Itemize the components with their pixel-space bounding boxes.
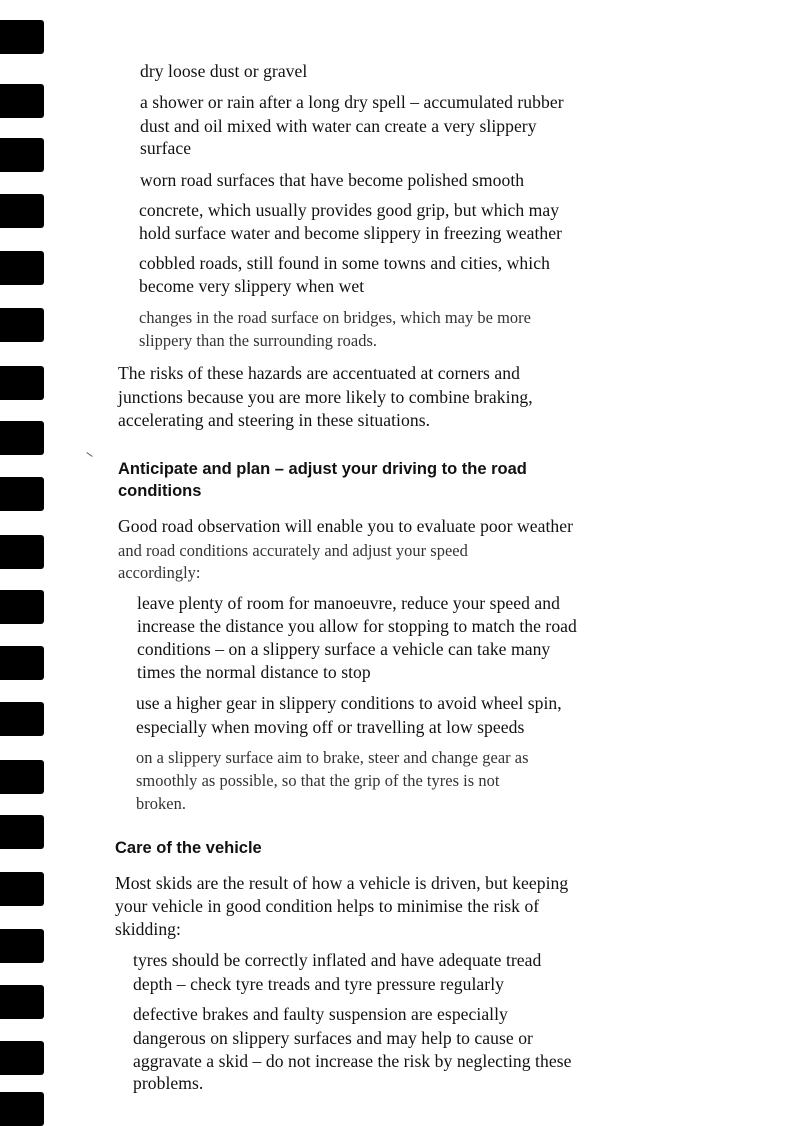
list-item-line: increase the distance you allow for stopping to match the road bbox=[137, 616, 577, 636]
list-item-line: surface bbox=[140, 138, 192, 158]
list-item-line: hold surface water and become slippery in freezing weather bbox=[139, 223, 563, 243]
list-item-line: especially when moving off or travelling at low speeds bbox=[136, 717, 525, 737]
stray-mark bbox=[86, 452, 92, 457]
paragraph-line: The risks of these hazards are accentuated at corners and bbox=[118, 363, 520, 383]
list-item-line: times the normal distance to stop bbox=[137, 662, 371, 682]
paragraph-line: junctions because you are more likely to combine braking, bbox=[118, 387, 533, 407]
list-item-line: become very slippery when wet bbox=[139, 276, 365, 296]
list-item-line: leave plenty of room for manoeuvre, reduce your speed and bbox=[137, 593, 560, 613]
list-item-line: smoothly as possible, so that the grip of the tyres is not bbox=[136, 771, 500, 790]
list-item-line: broken. bbox=[136, 794, 186, 813]
paragraph-line: accelerating and steering in these situations. bbox=[118, 410, 431, 430]
list-item-line: worn road surfaces that have become polished smooth bbox=[140, 170, 525, 190]
heading-line: conditions bbox=[118, 482, 202, 500]
paragraph-line: Most skids are the result of how a vehicle is driven, but keeping bbox=[115, 873, 569, 893]
list-item-line: use a higher gear in slippery conditions to avoid wheel spin, bbox=[136, 693, 562, 713]
list-item-line: dry loose dust or gravel bbox=[140, 61, 308, 81]
paragraph-line: skidding: bbox=[115, 919, 181, 939]
list-item-line: cobbled roads, still found in some towns and cities, which bbox=[139, 253, 550, 273]
list-item-line: on a slippery surface aim to brake, steer and change gear as bbox=[136, 748, 529, 767]
list-item-line: slippery than the surrounding roads. bbox=[139, 331, 378, 350]
list-item-line: depth – check tyre treads and tyre pressure regularly bbox=[133, 974, 504, 994]
list-item-line: defective brakes and faulty suspension are especially bbox=[133, 1004, 508, 1024]
list-item-line: dust and oil mixed with water can create a very slippery bbox=[140, 116, 537, 136]
list-item-line: aggravate a skid – do not increase the risk by neglecting these bbox=[133, 1051, 572, 1071]
list-item-line: dangerous on slippery surfaces and may help to cause or bbox=[133, 1028, 533, 1048]
paragraph-line: and road conditions accurately and adjust your speed bbox=[118, 541, 468, 560]
list-item-line: problems. bbox=[133, 1073, 204, 1093]
list-item-line: a shower or rain after a long dry spell – accumulated rubber bbox=[140, 92, 564, 112]
list-item-line: changes in the road surface on bridges, which may be more bbox=[139, 308, 531, 327]
list-item-line: conditions – on a slippery surface a vehicle can take many bbox=[137, 639, 551, 659]
list-item-line: concrete, which usually provides good grip, but which may bbox=[139, 200, 560, 220]
paragraph-line: accordingly: bbox=[118, 563, 201, 582]
section-heading-care: Care of the vehicle bbox=[115, 839, 262, 857]
paragraph-line: your vehicle in good condition helps to minimise the risk of bbox=[115, 896, 540, 916]
heading-line: Anticipate and plan – adjust your driving to the road bbox=[118, 460, 527, 478]
paragraph-line: Good road observation will enable you to evaluate poor weather bbox=[118, 516, 574, 536]
list-item-line: tyres should be correctly inflated and have adequate tread bbox=[133, 950, 542, 970]
